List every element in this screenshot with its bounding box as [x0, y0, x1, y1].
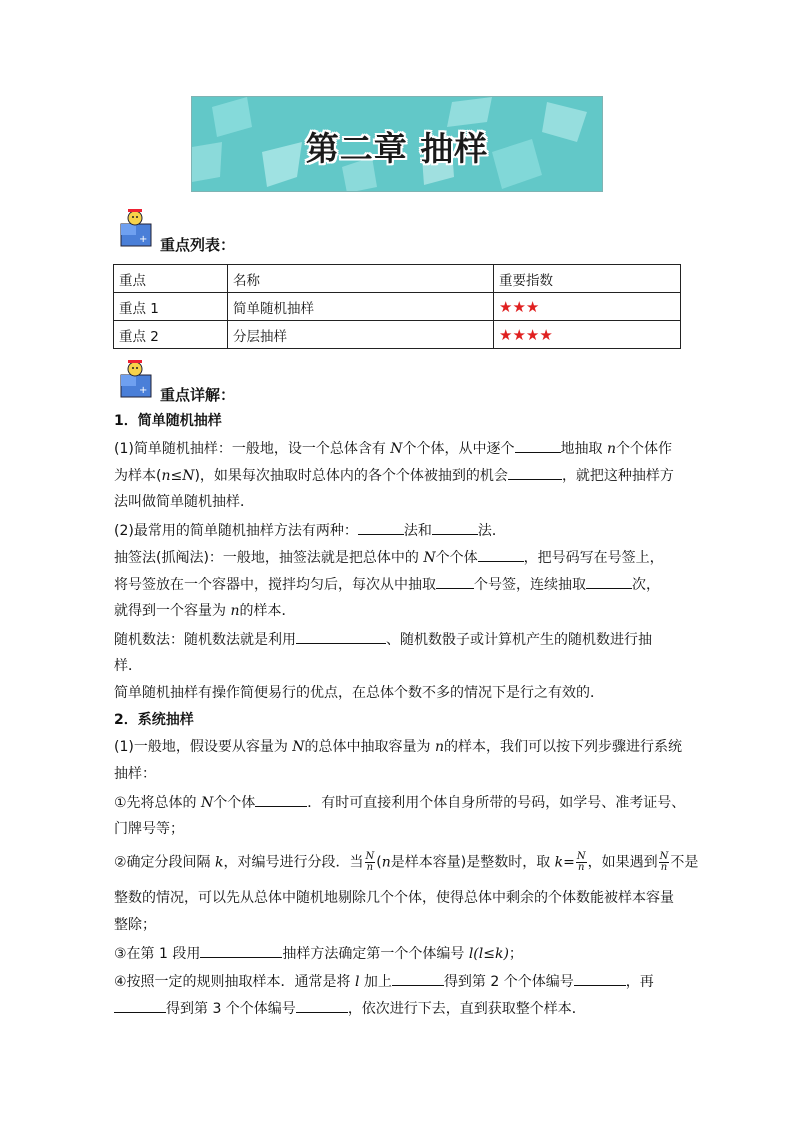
text-line: 将号签放在一个容器中，搅拌均匀后，每次从中抽取 个号签，连续抽取 次，: [114, 574, 660, 595]
fill-blank[interactable]: [478, 547, 524, 562]
fraction-N-over-n: $\frac{N}{n}$: [576, 851, 586, 873]
table-cell: 简单随机抽样: [228, 293, 494, 321]
text-line: 整数的情况，可以先从总体中随机地剔除几个个体，使得总体中剩余的个体数能被样本容量: [114, 890, 674, 906]
section-title-list: 重点列表：: [160, 236, 236, 254]
text-line: 得到第 3 个个体编号 ，依次进行下去，直到获取整个样本．: [114, 998, 586, 1019]
svg-text:+: +: [139, 385, 148, 396]
table-cell: 重点 2: [114, 321, 228, 349]
fill-blank[interactable]: [515, 438, 561, 453]
fill-blank[interactable]: [586, 574, 632, 589]
text-line: 简单随机抽样有操作简便易行的优点，在总体个数不多的情况下是行之有效的．: [114, 685, 604, 701]
table-header: 重要指数: [494, 265, 681, 293]
fill-blank[interactable]: [296, 998, 348, 1013]
text-line: (1)简单随机抽样：一般地，设一个总体含有 N个个体，从中逐个 地抽取 n个个体作: [114, 438, 672, 459]
section-title-detail: 重点详解：: [160, 386, 236, 404]
text-line: 样．: [114, 658, 142, 674]
heading-systematic: 2．系统抽样: [114, 712, 194, 728]
svg-text:+: +: [139, 234, 148, 245]
fill-blank[interactable]: [574, 971, 626, 986]
fill-blank[interactable]: [114, 998, 166, 1013]
text-line: (1)一般地，假设要从容量为 N的总体中抽取容量为 n的样本，我们可以按下列步骤进行系统: [114, 739, 683, 755]
chapter-banner: [191, 96, 603, 192]
heading-simple-random: 1．简单随机抽样: [114, 413, 222, 429]
table-header: 重点: [114, 265, 228, 293]
fraction-N-over-n: $\frac{N}{n}$: [659, 851, 669, 873]
fill-blank[interactable]: [392, 971, 444, 986]
text-line: ②确定分段间隔 k，对编号进行分段．当 $\frac{N}{n}$ (n是样本容量)是整数时，取 k= $\frac{N}{n}$ ，如果遇到 $\frac{N}{n}$ 不是: [114, 851, 699, 873]
mascot-icon: [118, 357, 156, 399]
fill-blank[interactable]: [436, 574, 474, 589]
text-line: ③在第 1 段用 抽样方法确定第一个个体编号 l(l≤k)；: [114, 943, 523, 964]
table-row: [114, 293, 681, 321]
text-line: ①先将总体的 N个个体 ．有时可直接利用个体自身所带的号码，如学号、准考证号、: [114, 792, 685, 813]
mascot-icon: [118, 206, 156, 248]
fill-blank[interactable]: [358, 520, 404, 535]
importance-stars: ★★★★: [494, 321, 681, 349]
text-line: 为样本(n≤N)，如果每次抽取时总体内的各个个体被抽到的机会 ，就把这种抽样方: [114, 465, 674, 486]
text-line: 随机数法：随机数法就是利用 、随机数骰子或计算机产生的随机数进行抽: [114, 629, 652, 650]
importance-stars: ★★★: [494, 293, 681, 321]
fill-blank[interactable]: [255, 792, 307, 807]
fill-blank[interactable]: [200, 943, 282, 958]
fraction-N-over-n: $\frac{N}{n}$: [365, 851, 375, 873]
table-row: [114, 321, 681, 349]
text-line: 抽样：: [114, 766, 156, 782]
fill-blank[interactable]: [508, 465, 562, 480]
fill-blank[interactable]: [432, 520, 478, 535]
text-line: 法叫做简单随机抽样．: [114, 494, 254, 510]
key-points-table: [113, 264, 681, 349]
fill-blank[interactable]: [296, 629, 386, 644]
table-header: 名称: [228, 265, 494, 293]
table-cell: 分层抽样: [228, 321, 494, 349]
text-line: 就得到一个容量为 n的样本．: [114, 603, 296, 619]
table-header-row: [114, 265, 681, 293]
text-line: ④按照一定的规则抽取样本．通常是将 l 加上 得到第 2 个个体编号 ，再: [114, 971, 654, 992]
text-line: 抽签法(抓阄法)：一般地，抽签法就是把总体中的 N个个体 ，把号码写在号签上，: [114, 547, 664, 568]
table-cell: 重点 1: [114, 293, 228, 321]
text-line: 整除；: [114, 917, 156, 933]
text-line: 门牌号等；: [114, 821, 184, 837]
text-line: (2)最常用的简单随机抽样方法有两种： 法和 法．: [114, 520, 506, 541]
banner-title: 第二章 抽样: [305, 129, 489, 168]
